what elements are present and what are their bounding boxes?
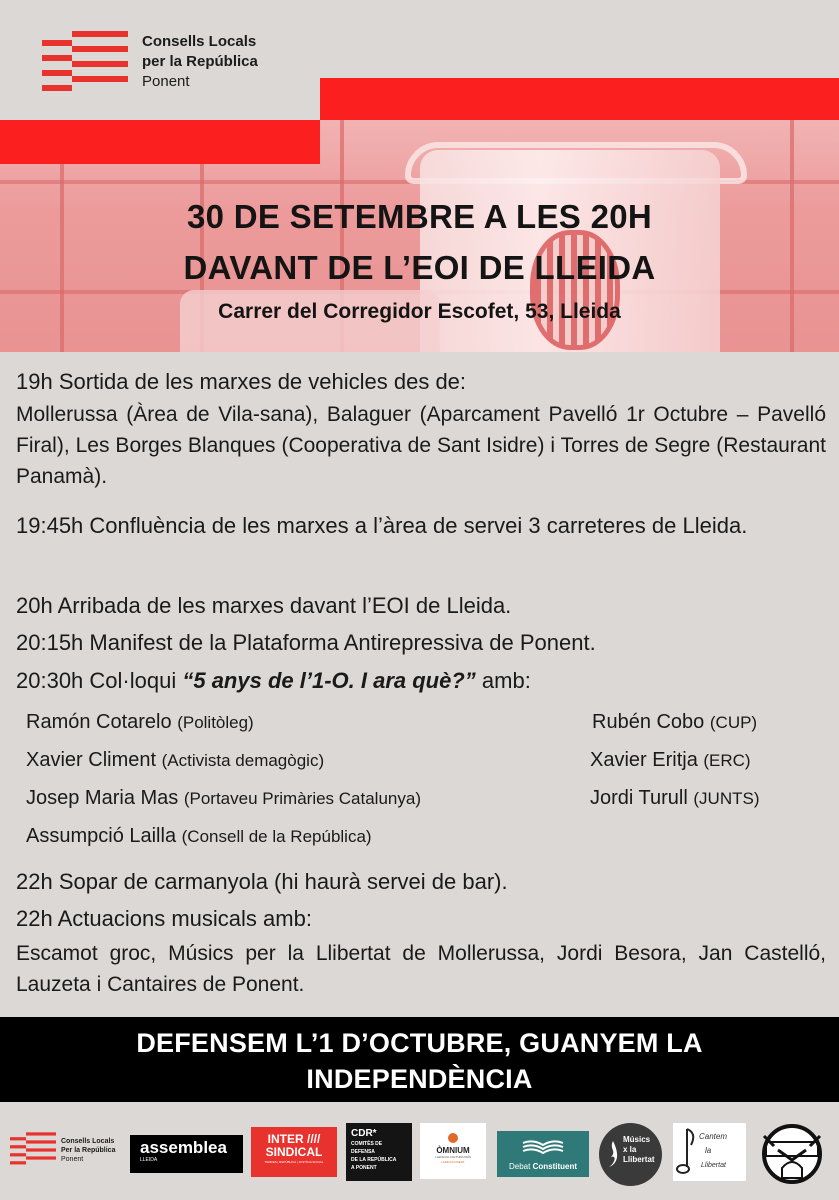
slogan-banner xyxy=(0,1017,839,1102)
event-location-title: DAVANT DE L’EOI DE LLEIDA xyxy=(183,249,656,286)
antirepression-emblem-icon xyxy=(756,1120,828,1186)
speaker-name: Jordi Turull xyxy=(590,787,688,809)
red-band-top xyxy=(320,78,839,120)
sponsor-text: Músics xyxy=(623,1135,651,1144)
speaker-name: Xavier Eritja xyxy=(590,749,698,771)
sponsor-text: Llibertat xyxy=(623,1155,655,1164)
sponsor-text: INTER //// xyxy=(267,1132,321,1146)
speaker xyxy=(26,748,324,773)
slogan-line2: INDEPENDÈNCIA xyxy=(306,1064,533,1094)
program-item-7-heading: 22h Actuacions musicals amb: xyxy=(16,906,312,931)
speaker-role: (CUP) xyxy=(709,713,758,732)
sponsor-text: A PONENT xyxy=(351,1165,377,1171)
sponsor-logo-cdr xyxy=(346,1123,412,1181)
flame-icon xyxy=(607,1141,619,1167)
red-band-left xyxy=(0,120,320,164)
sponsor-text: Consells Locals xyxy=(61,1137,115,1145)
music-note-icon xyxy=(673,1123,746,1181)
sponsor-text: CDR* xyxy=(351,1128,377,1139)
speaker-name: Rubén Cobo xyxy=(592,711,705,733)
sponsor-text: LLENGUA CULTURA PAÍS xyxy=(435,1155,471,1159)
program-item-3-heading: 20h Arribada de les marxes davant l’EOI de Lleida. xyxy=(16,593,512,618)
program-item-1-heading: 19h Sortida de les marxes de vehicles des de: xyxy=(16,369,467,394)
sponsor-logo-debat-constituent xyxy=(497,1131,589,1177)
sponsor-logo-omnium xyxy=(420,1123,486,1179)
org-line3: Ponent xyxy=(142,73,190,90)
svg-text:Llibertat: Llibertat xyxy=(701,1162,726,1169)
consells-logo-icon xyxy=(42,31,128,97)
sponsor-logo-cantem-llibertat xyxy=(673,1123,746,1181)
speaker-name: Assumpció Lailla xyxy=(26,825,177,847)
sponsor-text: COMITÈS DE DEFENSA xyxy=(351,1141,383,1155)
program-item-4-heading: 20:15h Manifest de la Plataforma Antirepressiva de Ponent. xyxy=(16,630,596,655)
colloqui-suffix: amb: xyxy=(475,668,531,693)
colloqui-title: “5 anys de l’1-O. I ara què?” xyxy=(182,668,476,693)
speaker-name: Ramón Cotarelo xyxy=(26,711,172,733)
program-item-6-heading: 22h Sopar de carmanyola (hi haurà servei de bar). xyxy=(16,869,508,894)
sponsor-text: LLEIDA xyxy=(140,1157,158,1163)
sponsor-text: x la xyxy=(623,1145,637,1154)
program-item-5-heading xyxy=(16,665,826,696)
sponsor-text: Per la República xyxy=(61,1146,116,1154)
sponsor-text: SINDICAL xyxy=(265,1145,323,1159)
omnium-dot-icon xyxy=(448,1133,458,1143)
sponsor-text: DE LA REPÚBLICA xyxy=(351,1157,397,1163)
svg-text:Cantem: Cantem xyxy=(699,1132,728,1141)
speaker xyxy=(26,710,254,735)
speaker xyxy=(26,824,372,849)
speaker-role: (Politòleg) xyxy=(177,713,254,732)
program-item-1-body: Mollerussa (Àrea de Vila-sana), Balaguer (Aparcament Pavelló 1r Octubre – Pavelló Firal), Les Borges Blanques (Cooperativa de Sant Isidre) i Torres de Segre (Restaurant Panamà). xyxy=(16,403,826,488)
speaker xyxy=(590,786,759,811)
speaker xyxy=(592,710,757,735)
sponsor-text: ÒMNIUM xyxy=(436,1146,470,1155)
sponsor-text: LLEIDA PONENT xyxy=(441,1160,465,1164)
event-address: Carrer del Corregidor Escofet, 53, Lleida xyxy=(218,300,621,323)
sponsor-logo-plataforma-antirepressiva xyxy=(756,1120,828,1186)
sponsor-text: assemblea xyxy=(140,1138,227,1157)
org-name xyxy=(142,32,258,92)
sponsor-text: TERRES | REPÚBLICA | JUSTÍCIA SOCIAL xyxy=(264,1160,324,1164)
ballot-box-emblem-icon xyxy=(530,230,620,350)
program-item-7-body: Escamot groc, Músics per la Llibertat de Mollerussa, Jordi Besora, Jan Castelló, Lauzeta i Cantaires de Ponent. xyxy=(16,942,826,996)
sponsor-logo-consells xyxy=(10,1122,122,1178)
speaker xyxy=(590,748,751,773)
program-item-2-heading: 19:45h Confluència de les marxes a l’àrea de servei 3 carreteres de Lleida. xyxy=(16,513,748,538)
sponsor-logo-musics-llibertat xyxy=(599,1123,662,1181)
speaker-name: Xavier Climent xyxy=(26,749,157,771)
colloqui-time: 20:30h Col·loqui xyxy=(16,668,183,693)
speaker-name: Josep Maria Mas xyxy=(26,787,179,809)
consells-logo-icon xyxy=(10,1131,56,1169)
slogan-line1: DEFENSEM L’1 D’OCTUBRE, GUANYEM LA xyxy=(136,1028,703,1058)
org-line1: Consells Locals xyxy=(142,33,257,50)
svg-text:la: la xyxy=(705,1146,712,1155)
speaker-role: (Consell de la República) xyxy=(181,827,372,846)
sponsor-text: Ponent xyxy=(61,1155,84,1163)
event-date-title: 30 DE SETEMBRE A LES 20H xyxy=(186,198,653,235)
speaker-role: (Portaveu Primàries Catalunya) xyxy=(183,789,421,808)
speaker-role: (ERC) xyxy=(703,751,751,770)
sponsor-logo-assemblea xyxy=(130,1135,243,1173)
open-book-icon xyxy=(521,1137,565,1157)
sponsor-logo-intersindical xyxy=(251,1127,337,1177)
org-line2: per la República xyxy=(142,53,258,70)
sponsor-text: Debat xyxy=(508,1162,533,1171)
speaker xyxy=(26,786,421,811)
sponsor-text: Constituent xyxy=(532,1162,577,1171)
speaker-role: (Activista demagògic) xyxy=(161,751,325,770)
speaker-role: (JUNTS) xyxy=(693,789,760,808)
